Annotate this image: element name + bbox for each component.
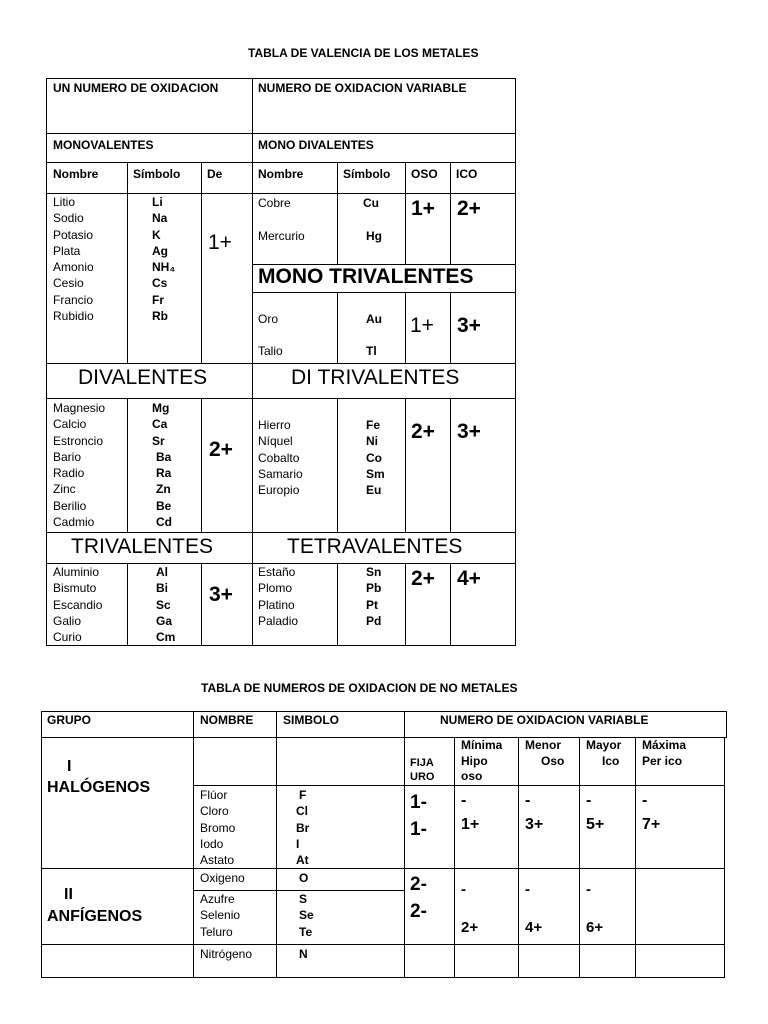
monotri-symbol: Tl — [366, 344, 377, 358]
mono-ox: 1+ — [208, 231, 232, 254]
ditri-oso: 2+ — [411, 420, 435, 443]
nitro-name: Nitrógeno — [200, 947, 253, 961]
hal-minima: - 1+ — [461, 792, 480, 833]
hal-symbols: F Cl Br I At — [296, 788, 310, 868]
anf-mayor: - 6+ — [586, 881, 604, 936]
tetra-names: Estaño Plomo Platino Paladio — [258, 565, 299, 628]
oxigeno-symbol: O — [299, 871, 309, 885]
ditri-symbols: Fe Ni Co Sm Eu — [366, 418, 385, 498]
monotri-name: Oro — [258, 312, 279, 326]
hal-mayor: - 5+ — [586, 792, 605, 833]
monotri-ico: 3+ — [457, 314, 481, 337]
trivalentes-heading: TRIVALENTES — [71, 535, 213, 558]
col-variable: NUMERO DE OXIDACION VARIABLE — [440, 713, 649, 727]
col-de: De — [207, 167, 223, 181]
tri-ox: 3+ — [209, 583, 233, 606]
ditri-ico: 3+ — [457, 420, 481, 443]
anf-group: ANFÍGENOS — [47, 908, 143, 925]
tri-names: Aluminio Bismuto Escandio Galio Curio — [53, 565, 103, 645]
sub-fija: FIJA URO — [410, 757, 435, 783]
tri-symbols: Al Bi Sc Ga Cm — [156, 565, 176, 645]
monodi-name: Mercurio — [258, 229, 305, 243]
anf-fija: 2- 2- — [410, 874, 427, 922]
tetravalentes-heading: TETRAVALENTES — [287, 535, 463, 558]
col-simbolo: Símbolo — [133, 167, 181, 181]
mono-divalentes-heading: MONO DIVALENTES — [258, 138, 374, 152]
monodi-symbol: Hg — [366, 229, 382, 243]
di-symbols: Mg Ca Sr Ba Ra Zn Be Cd — [152, 401, 172, 530]
mono-trivalentes-heading: MONO TRIVALENTES — [258, 265, 474, 288]
sub-menor: Menor Oso — [525, 738, 565, 768]
sub-mayor: Mayor Ico — [586, 738, 622, 768]
tetra-symbols: Sn Pb Pt Pd — [366, 565, 382, 628]
di-trivalentes-heading: DI TRIVALENTES — [291, 366, 460, 389]
col-grupo: GRUPO — [47, 713, 92, 727]
mono-names: Litio Sodio Potasio Plata Amonio Cesio Francio Rubidio — [53, 195, 94, 324]
tetra-ico: 4+ — [457, 567, 481, 590]
col-simbolo-nm: SIMBOLO — [283, 713, 339, 727]
di-names: Magnesio Calcio Estroncio Bario Radio Zinc Berilio Cadmio — [53, 401, 106, 530]
monotri-name: Talio — [258, 344, 283, 358]
hal-names: Flúor Cloro Bromo Iodo Astato — [200, 788, 236, 868]
ditri-names: Hierro Níquel Cobalto Samario Europio — [258, 418, 303, 498]
nitro-symbol: N — [299, 947, 308, 961]
col-ico: ICO — [456, 167, 478, 181]
col-nombre-right: Nombre — [258, 167, 304, 181]
left-header: UN NUMERO DE OXIDACION — [53, 81, 219, 95]
hal-fija: 1- 1- — [410, 792, 427, 840]
divalentes-heading: DIVALENTES — [78, 366, 208, 389]
monotri-oso: 1+ — [410, 314, 434, 337]
monodi-oso: 1+ — [411, 197, 435, 220]
anf-names: Azufre Selenio Teluro — [200, 892, 241, 939]
tetra-oso: 2+ — [411, 567, 435, 590]
col-nombre-nm: NOMBRE — [200, 713, 254, 727]
oxigeno-name: Oxigeno — [200, 871, 245, 885]
monodi-ico: 2+ — [457, 197, 481, 220]
hal-maxima: - 7+ — [642, 792, 661, 833]
nonmetals-title: TABLA DE NUMEROS DE OXIDACION DE NO METALES — [201, 681, 518, 695]
sub-maxima: Máxima Per ico — [642, 738, 687, 768]
anf-menor: - 4+ — [525, 881, 543, 936]
anf-symbols: S Se Te — [299, 892, 314, 939]
sub-minima: Mínima Hipo oso — [461, 738, 503, 783]
hal-group: HALÓGENOS — [47, 779, 151, 796]
hal-menor: - 3+ — [525, 792, 544, 833]
monovalentes-heading: MONOVALENTES — [53, 138, 154, 152]
di-ox: 2+ — [209, 438, 233, 461]
col-oso: OSO — [411, 167, 438, 181]
hal-roman: I — [67, 758, 72, 775]
mono-symbols: Li Na K Ag NH₄ Cs Fr Rb — [152, 195, 176, 324]
col-nombre: Nombre — [53, 167, 99, 181]
metals-title: TABLA DE VALENCIA DE LOS METALES — [248, 46, 479, 60]
anf-minima: - 2+ — [461, 881, 479, 936]
right-header: NUMERO DE OXIDACION VARIABLE — [258, 81, 467, 95]
monodi-name: Cobre — [258, 196, 291, 210]
anf-roman: II — [64, 886, 73, 903]
col-simbolo-right: Símbolo — [343, 167, 391, 181]
monodi-symbol: Cu — [363, 196, 379, 210]
monotri-symbol: Au — [366, 312, 382, 326]
